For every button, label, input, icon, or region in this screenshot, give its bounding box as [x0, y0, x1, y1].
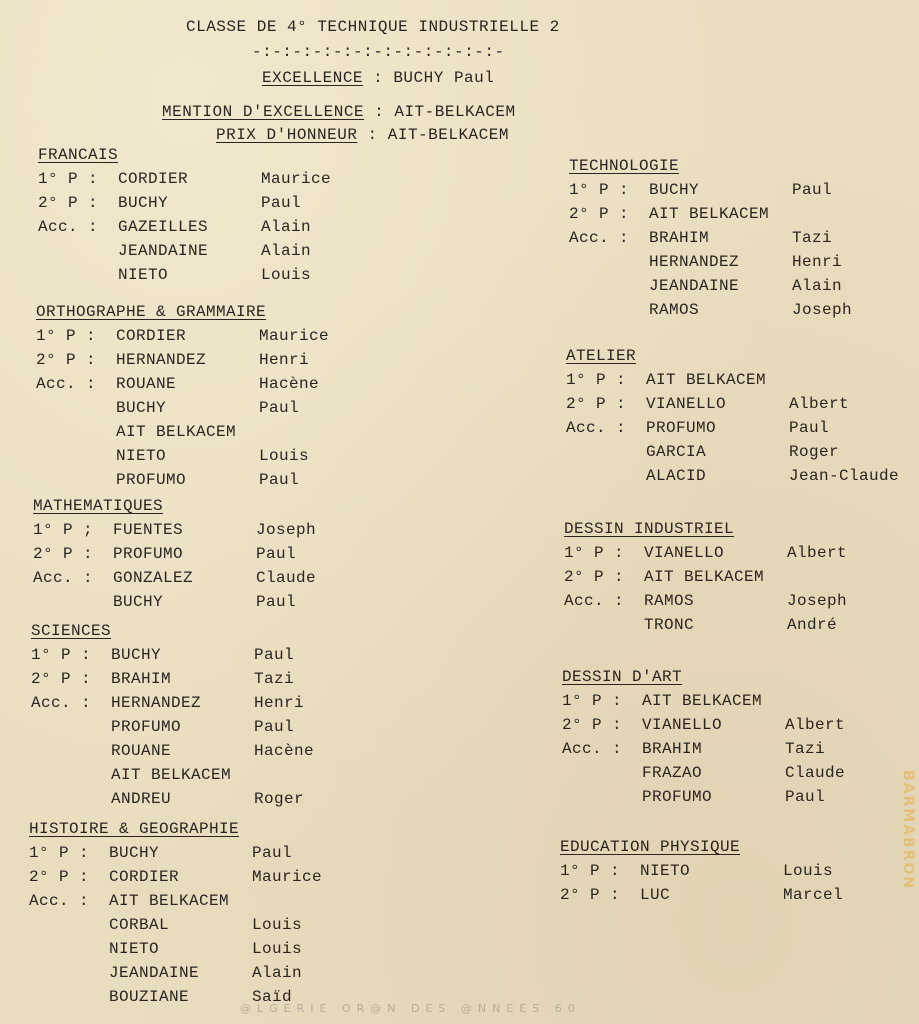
list-item [560, 883, 843, 907]
list-item [31, 691, 314, 715]
given-name: Alain [792, 277, 843, 295]
rank: Acc. : [38, 218, 99, 236]
surname: BUCHY [111, 646, 162, 664]
given-name: Alain [252, 964, 303, 982]
class-title: CLASSE DE 4° TECHNIQUE INDUSTRIELLE 2 [186, 18, 560, 36]
list-item [36, 468, 329, 492]
surname: AIT BELKACEM [109, 892, 230, 910]
rank: Acc. : [31, 694, 92, 712]
list-item [566, 416, 899, 440]
rank: 2° P : [29, 868, 90, 886]
surname: GAZEILLES [118, 218, 209, 236]
list-item [29, 865, 322, 889]
rank: Acc. : [566, 419, 627, 437]
list-item [562, 689, 845, 713]
given-name: Louis [252, 940, 303, 958]
given-name: Claude [256, 569, 317, 587]
given-name: Maurice [259, 327, 330, 345]
surname: BUCHY [113, 593, 164, 611]
section-atelier [566, 347, 899, 488]
given-name: Albert [785, 716, 846, 734]
list-item [36, 348, 329, 372]
rank: Acc. : [36, 375, 97, 393]
list-item [564, 589, 847, 613]
given-name: Paul [785, 788, 826, 806]
mention-value: : AIT-BELKACEM [374, 103, 516, 121]
rank: 2° P : [569, 205, 630, 223]
surname: TRONC [644, 616, 695, 634]
section-dessin-art [562, 668, 845, 809]
excellence-value: : BUCHY Paul [373, 69, 495, 87]
given-name: Paul [256, 593, 297, 611]
list-item [566, 368, 899, 392]
rank: 2° P : [36, 351, 97, 369]
surname: VIANELLO [642, 716, 723, 734]
surname: AIT BELKACEM [116, 423, 237, 441]
surname: CORBAL [109, 916, 170, 934]
separator-line: -:-:-:-:-:-:-:-:-:-:-:-:- [252, 43, 505, 61]
surname: HERNANDEZ [116, 351, 207, 369]
surname: VIANELLO [644, 544, 725, 562]
list-item [36, 372, 329, 396]
surname: ALACID [646, 467, 707, 485]
given-name: Louis [783, 862, 834, 880]
given-name: Alain [261, 242, 312, 260]
surname: JEANDAINE [118, 242, 209, 260]
surname: JEANDAINE [649, 277, 740, 295]
list-item [31, 643, 314, 667]
given-name: Hacène [254, 742, 315, 760]
surname: PROFUMO [642, 788, 713, 806]
given-name: Joseph [787, 592, 848, 610]
rank: Acc. : [33, 569, 94, 587]
surname: CORDIER [116, 327, 187, 345]
surname: NIETO [109, 940, 160, 958]
given-name: Henri [259, 351, 310, 369]
list-item [569, 202, 852, 226]
given-name: Paul [259, 471, 300, 489]
surname: AIT BELKACEM [649, 205, 770, 223]
rank: Acc. : [562, 740, 623, 758]
given-name: Henri [254, 694, 305, 712]
surname: NIETO [640, 862, 691, 880]
list-item [562, 713, 845, 737]
surname: FRAZAO [642, 764, 703, 782]
surname: CORDIER [109, 868, 180, 886]
prix-line [216, 126, 509, 144]
rank: 2° P : [31, 670, 92, 688]
list-item [33, 518, 316, 542]
rank: Acc. : [29, 892, 90, 910]
surname: PROFUMO [111, 718, 182, 736]
given-name: Albert [787, 544, 848, 562]
list-item [569, 226, 852, 250]
section-title: DESSIN D'ART [562, 668, 683, 686]
given-name: Louis [261, 266, 312, 284]
mention-label: MENTION D'EXCELLENCE [162, 103, 365, 121]
given-name: Henri [792, 253, 843, 271]
given-name: Marcel [783, 886, 844, 904]
list-item [36, 324, 329, 348]
list-item [36, 396, 329, 420]
list-item [33, 542, 316, 566]
list-item [33, 590, 316, 614]
rank: 1° P : [562, 692, 623, 710]
given-name: Paul [256, 545, 297, 563]
list-item [36, 444, 329, 468]
watermark-bottom: @LGERIE OR@N DES @NNEES 60 [240, 1002, 581, 1015]
given-name: Maurice [252, 868, 323, 886]
prix-label: PRIX D'HONNEUR [216, 126, 358, 144]
rank: 2° P : [38, 194, 99, 212]
rank: Acc. : [569, 229, 630, 247]
given-name: Paul [252, 844, 293, 862]
list-item [569, 298, 852, 322]
given-name: Paul [261, 194, 302, 212]
given-name: Paul [789, 419, 830, 437]
section-technologie [569, 157, 852, 322]
list-item [564, 613, 847, 637]
surname: PROFUMO [646, 419, 717, 437]
rank: 1° P : [38, 170, 99, 188]
given-name: Maurice [261, 170, 332, 188]
given-name: Joseph [792, 301, 853, 319]
given-name: Hacène [259, 375, 320, 393]
given-name: Joseph [256, 521, 317, 539]
given-name: Saïd [252, 988, 293, 1006]
list-item [566, 392, 899, 416]
list-item [33, 566, 316, 590]
list-item [569, 274, 852, 298]
surname: PROFUMO [116, 471, 187, 489]
surname: VIANELLO [646, 395, 727, 413]
surname: BUCHY [109, 844, 160, 862]
list-item [569, 250, 852, 274]
list-item [29, 913, 322, 937]
surname: FUENTES [113, 521, 184, 539]
section-title: ORTHOGRAPHE & GRAMMAIRE [36, 303, 267, 321]
watermark-side: BARMABRON [900, 770, 916, 891]
given-name: Paul [259, 399, 300, 417]
given-name: Roger [254, 790, 305, 808]
section-title: EDUCATION PHYSIQUE [560, 838, 741, 856]
surname: BRAHIM [649, 229, 710, 247]
surname: HERNANDEZ [111, 694, 202, 712]
surname: AIT BELKACEM [111, 766, 232, 784]
given-name: Jean-Claude [789, 467, 900, 485]
list-item [562, 737, 845, 761]
surname: GARCIA [646, 443, 707, 461]
section-sciences [31, 622, 314, 811]
section-orthographe [36, 303, 329, 492]
section-histoire [29, 820, 322, 1009]
surname: NIETO [118, 266, 169, 284]
rank: 2° P : [562, 716, 623, 734]
list-item [29, 889, 322, 913]
surname: AIT BELKACEM [646, 371, 767, 389]
given-name: André [787, 616, 838, 634]
section-title: ATELIER [566, 347, 637, 365]
given-name: Tazi [254, 670, 295, 688]
surname: BRAHIM [642, 740, 703, 758]
surname: ROUANE [111, 742, 172, 760]
list-item [31, 739, 314, 763]
given-name: Tazi [792, 229, 833, 247]
list-item [569, 178, 852, 202]
list-item [29, 937, 322, 961]
section-title: SCIENCES [31, 622, 112, 640]
surname: ANDREU [111, 790, 172, 808]
rank: 1° P : [36, 327, 97, 345]
rank: 1° P ; [33, 521, 94, 539]
list-item [38, 215, 331, 239]
surname: BUCHY [116, 399, 167, 417]
section-title: HISTOIRE & GEOGRAPHIE [29, 820, 240, 838]
list-item [31, 763, 314, 787]
excellence-label: EXCELLENCE [262, 69, 364, 87]
given-name: Alain [261, 218, 312, 236]
list-item [38, 191, 331, 215]
surname: CORDIER [118, 170, 189, 188]
excellence-line [262, 69, 494, 87]
section-education-physique [560, 838, 843, 907]
rank: 1° P : [29, 844, 90, 862]
section-title: TECHNOLOGIE [569, 157, 680, 175]
surname: RAMOS [649, 301, 700, 319]
list-item [29, 841, 322, 865]
given-name: Paul [254, 646, 295, 664]
section-mathematiques [33, 497, 316, 614]
surname: AIT BELKACEM [642, 692, 763, 710]
mention-line [162, 103, 516, 121]
given-name: Roger [789, 443, 840, 461]
given-name: Claude [785, 764, 846, 782]
given-name: Albert [789, 395, 850, 413]
rank: 2° P : [564, 568, 625, 586]
given-name: Tazi [785, 740, 826, 758]
rank: 2° P : [560, 886, 621, 904]
list-item [564, 541, 847, 565]
list-item [566, 440, 899, 464]
list-item [31, 715, 314, 739]
surname: LUC [640, 886, 671, 904]
list-item [566, 464, 899, 488]
given-name: Louis [252, 916, 303, 934]
rank: 1° P : [564, 544, 625, 562]
surname: RAMOS [644, 592, 695, 610]
rank: 1° P : [566, 371, 627, 389]
section-francais [38, 146, 331, 287]
surname: ROUANE [116, 375, 177, 393]
surname: HERNANDEZ [649, 253, 740, 271]
list-item [31, 787, 314, 811]
rank: 1° P : [569, 181, 630, 199]
rank: 2° P : [33, 545, 94, 563]
surname: JEANDAINE [109, 964, 200, 982]
surname: BUCHY [118, 194, 169, 212]
surname: BUCHY [649, 181, 700, 199]
list-item [38, 239, 331, 263]
list-item [31, 667, 314, 691]
section-dessin-industriel [564, 520, 847, 637]
list-item [36, 420, 329, 444]
prix-value: : AIT-BELKACEM [367, 126, 509, 144]
given-name: Paul [792, 181, 833, 199]
list-item [562, 761, 845, 785]
list-item [564, 565, 847, 589]
rank: Acc. : [564, 592, 625, 610]
list-item [562, 785, 845, 809]
surname: PROFUMO [113, 545, 184, 563]
section-title: FRANCAIS [38, 146, 119, 164]
surname: NIETO [116, 447, 167, 465]
rank: 1° P : [560, 862, 621, 880]
list-item [38, 263, 331, 287]
list-item [29, 961, 322, 985]
rank: 1° P : [31, 646, 92, 664]
rank: 2° P : [566, 395, 627, 413]
list-item [38, 167, 331, 191]
section-title: MATHEMATIQUES [33, 497, 164, 515]
list-item [560, 859, 843, 883]
surname: BOUZIANE [109, 988, 190, 1006]
section-title: DESSIN INDUSTRIEL [564, 520, 735, 538]
given-name: Louis [259, 447, 310, 465]
surname: AIT BELKACEM [644, 568, 765, 586]
surname: BRAHIM [111, 670, 172, 688]
surname: GONZALEZ [113, 569, 194, 587]
given-name: Paul [254, 718, 295, 736]
